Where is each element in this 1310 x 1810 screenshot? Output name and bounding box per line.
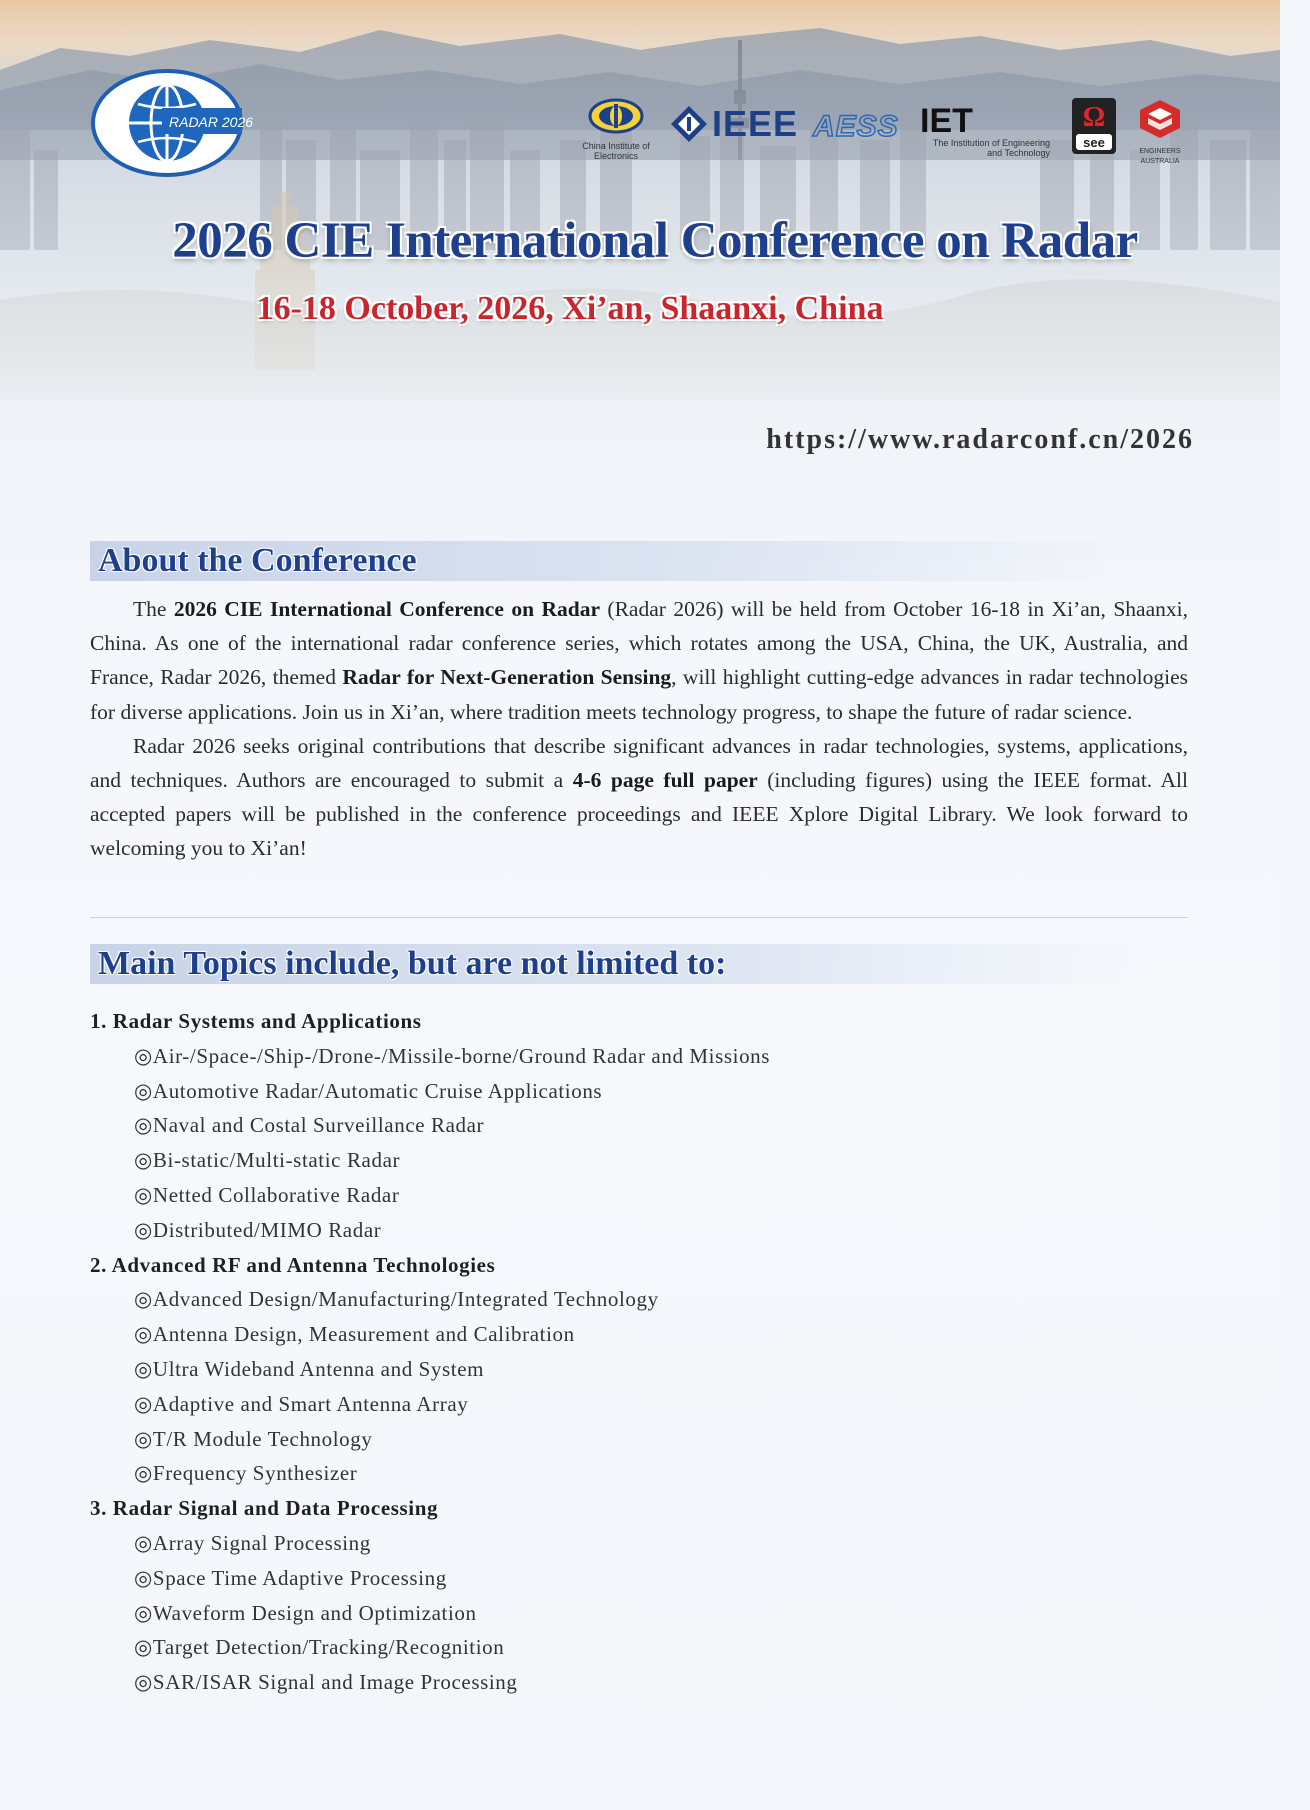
- topic-item: ◎Frequency Synthesizer: [134, 1461, 358, 1486]
- iet-caption: The Institution of Engineering and Technology: [932, 138, 1050, 158]
- topic-item: ◎Adaptive and Smart Antenna Array: [134, 1391, 469, 1416]
- topic-item: ◎Air-/Space-/Ship-/Drone-/Missile-borne/Ground Radar and Missions: [134, 1043, 771, 1068]
- cie-logo: [570, 96, 662, 164]
- topic-item: ◎T/R Module Technology: [134, 1426, 373, 1451]
- radar-2026-logo: [90, 68, 254, 178]
- conference-title: 2026 CIE International Conference on Radar: [172, 213, 1138, 269]
- topic-item: ◎Antenna Design, Measurement and Calibration: [134, 1322, 575, 1347]
- topic-group: [90, 1248, 1090, 1492]
- topic-item: ◎Distributed/MIMO Radar: [134, 1217, 382, 1242]
- ieee-diamond-icon: [670, 105, 708, 143]
- topics-heading: Main Topics include, but are not limited to:: [90, 944, 1128, 984]
- topic-item: ◎Waveform Design and Optimization: [134, 1600, 477, 1625]
- topic-item: ◎Netted Collaborative Radar: [134, 1182, 400, 1207]
- see-badge-icon: [1070, 96, 1118, 156]
- topic-group: [90, 1004, 1090, 1248]
- topic-item: ◎Bi-static/Multi-static Radar: [134, 1148, 401, 1173]
- cie-caption: China Institute of Electronics: [582, 141, 650, 161]
- cie-emblem-icon: [570, 96, 662, 136]
- topics-list: [90, 1004, 1090, 1700]
- see-text: see: [1083, 135, 1105, 150]
- conference-url-link[interactable]: https://www.radarconf.cn/2026: [766, 424, 1194, 455]
- conference-dates-location: 16-18 October, 2026, Xi’an, Shaanxi, China: [256, 290, 884, 327]
- topic-group-title: 1. Radar Systems and Applications: [90, 1009, 422, 1033]
- topic-group: [90, 1491, 1090, 1700]
- ieee-text: IEEE: [712, 103, 799, 144]
- about-paragraph-2: Radar 2026 seeks original contributions that describe significant advances in radar technologies, systems, applications, and techniques. Authors are encouraged to submit a 4-6 page full paper (including figures) using the IEEE format. All accepted papers will be published in the conference proceedings and IEEE Xplore Digital Library. We look forward to welcoming you to Xi’an!: [90, 733, 1188, 861]
- iet-logo: IET: [920, 102, 973, 140]
- topic-item: ◎Advanced Design/Manufacturing/Integrated Technology: [134, 1287, 659, 1312]
- section-divider: [90, 917, 1188, 918]
- about-paragraph-1: The 2026 CIE International Conference on Radar (Radar 2026) will be held from October 16-18 in Xi’an, Shaanxi, China. As one of the international radar conference series, which rotates among the USA, China, the UK, Australia, and France, Radar 2026, themed Radar for Next-Generation Sensing, will highlight cutting-edge advances in radar technologies for diverse applications. Join us in Xi’an, where tradition meets technology progress, to shape the future of radar science.: [90, 597, 1188, 724]
- ieee-logo: [670, 104, 798, 144]
- topic-item: ◎Array Signal Processing: [134, 1530, 371, 1555]
- svg-text:Ω: Ω: [1082, 102, 1106, 133]
- header-banner: [0, 0, 1280, 560]
- radar-logo-text: RADAR 2026: [169, 114, 254, 130]
- sponsor-logos: [570, 96, 1200, 164]
- topic-group-title: 3. Radar Signal and Data Processing: [90, 1496, 439, 1521]
- topic-item: ◎Naval and Costal Surveillance Radar: [134, 1113, 485, 1138]
- topic-group-title: 2. Advanced RF and Antenna Technologies: [90, 1252, 496, 1277]
- topic-item: ◎Ultra Wideband Antenna and System: [134, 1356, 485, 1381]
- topic-item: ◎SAR/ISAR Signal and Image Processing: [134, 1670, 518, 1695]
- aess-logo: AESS: [813, 110, 899, 143]
- topic-item: ◎Target Detection/Tracking/Recognition: [134, 1635, 505, 1660]
- topic-item: ◎Space Time Adaptive Processing: [134, 1565, 447, 1590]
- about-body: [90, 592, 1188, 866]
- see-logo: [1070, 96, 1118, 164]
- engineers-australia-logo: [1130, 96, 1190, 164]
- about-heading: About the Conference: [90, 541, 1128, 581]
- engineers-australia-caption: ENGINEERS AUSTRALIA: [1139, 148, 1181, 165]
- engineers-australia-emblem-icon: [1130, 96, 1190, 142]
- topic-item: ◎Automotive Radar/Automatic Cruise Applications: [134, 1078, 603, 1103]
